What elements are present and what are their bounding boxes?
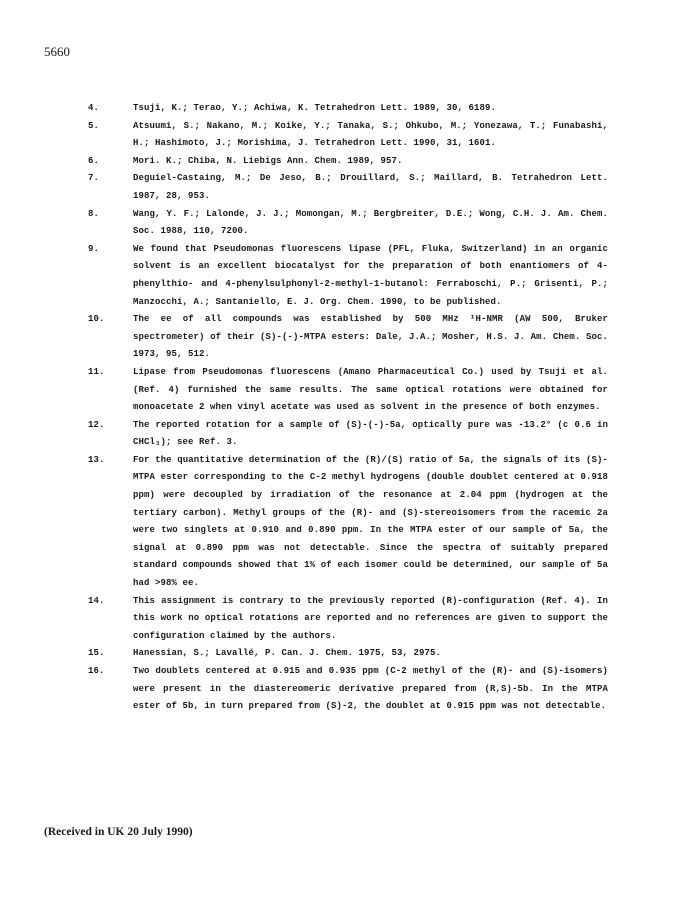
reference-number: 14. xyxy=(88,595,105,606)
reference-item xyxy=(88,170,608,205)
reference-item xyxy=(88,452,608,593)
reference-text: Wang, Y. F.; Lalonde, J. J.; Momongan, M.; Bergbreiter, D.E.; Wong, C.H. J. Am. Chem. Soc. 1988, 110, 7200. xyxy=(133,208,608,237)
reference-number: 16. xyxy=(88,666,105,676)
reference-item xyxy=(88,100,608,118)
reference-number: 8. xyxy=(88,208,100,219)
reference-number: 15. xyxy=(88,648,105,659)
reference-item xyxy=(88,663,608,716)
reference-number: 10. xyxy=(88,314,105,325)
reference-item xyxy=(88,417,608,452)
reference-number: 11. xyxy=(88,366,105,377)
reference-text: The reported rotation for a sample of (S)-(-)-5a, optically pure was -13.2° (c 0.6 in CHCl₃); see Ref. 3. xyxy=(133,419,608,448)
reference-text: Atsuumi, S.; Nakano, M.; Koike, Y.; Tanaka, S.; Ohkubo, M.; Yonezawa, T.; Funabashi, H.; Hashimoto, J.; Morishima, J. Tetrahedron Lett. 1990, 31, 1601. xyxy=(133,120,608,149)
reference-item xyxy=(88,364,608,417)
reference-text: Deguiel-Castaing, M.; De Jeso, B.; Drouillard, S.; Maillard, B. Tetrahedron Lett. 1987, 28, 953. xyxy=(133,173,608,201)
reference-number: 6. xyxy=(88,155,100,166)
reference-text: We found that Pseudomonas fluorescens lipase (PFL, Fluka, Switzerland) in an organic solvent is an excellent biocatalyst for the preparation of both enantiomers of 4-phenylthio- and 4-phenylsulphonyl-2-methyl-1-butanol: Ferraboschi, P.; Grisenti, P.; Manzocchi, A.; Santaniello, E. J. Org. Chem. 1990, to be published. xyxy=(133,243,608,307)
reference-text: Hanessian, S.; Lavallé, P. Can. J. Chem. 1975, 53, 2975. xyxy=(133,648,442,659)
reference-number: 13. xyxy=(88,454,105,465)
reference-text: Tsuji, K.; Terao, Y.; Achiwa, K. Tetrahedron Lett. 1989, 30, 6189. xyxy=(133,103,497,113)
reference-text: This assignment is contrary to the previously reported (R)-configuration (Ref. 4). In this work no optical rotations are reported and no references are given to support the configuration claimed by the authors. xyxy=(133,595,608,641)
reference-number: 7. xyxy=(88,173,100,184)
reference-item xyxy=(88,206,608,241)
reference-number: 12. xyxy=(88,419,105,430)
reference-text: Lipase from Pseudomonas fluorescens (Amano Pharmaceutical Co.) used by Tsuji et al. (Ref. 4) furnished the same results. The same optical rotations were obtained for monoacetate 2 when vinyl acetate was used as solvent in the presence of both enzymes. xyxy=(133,366,608,413)
reference-number: 5. xyxy=(88,120,100,131)
reference-text: The ee of all compounds was established by 500 MHz ¹H-NMR (AW 500, Bruker spectrometer) of their (S)-(-)-MTPA esters: Dale, J.A.; Mosher, H.S. J. Am. Chem. Soc. 1973, 95, 512. xyxy=(133,314,608,360)
reference-text: For the quantitative determination of the (R)/(S) ratio of 5a, the signals of its (S)-MTPA ester corresponding to the C-2 methyl hydrogens (double doublet centered at 0.918 ppm) were decoupled by irradiation of the resonance at 2.04 ppm (hydrogen at the tertiary carbon). Methyl groups of the (R)- and (S)-stereoisomers from the racemic 2a were two singlets at 0.910 and 0.890 ppm. In the MTPA ester of our sample of 5a, the signal at 0.890 ppm was not detectable. Since the spectra of suitably prepared standard compounds showed that 1% of each isomer could be determined, our sample of 5a had >98% ee. xyxy=(133,454,608,589)
reference-number: 4. xyxy=(88,103,100,113)
reference-list xyxy=(88,100,608,716)
reference-item xyxy=(88,645,608,663)
reference-item xyxy=(88,593,608,646)
reference-number: 9. xyxy=(88,243,100,254)
reference-item xyxy=(88,118,608,153)
received-date: (Received in UK 20 July 1990) xyxy=(44,826,193,838)
reference-text: Mori. K.; Chiba, N. Liebigs Ann. Chem. 1989, 957. xyxy=(133,155,403,166)
reference-item xyxy=(88,311,608,364)
reference-text: Two doublets centered at 0.915 and 0.935 ppm (C-2 methyl of the (R)- and (S)-isomers) were present in the diastereomeric derivative prepared from (R,S)-5b. In the MTPA ester of 5b, in turn prepared from (S)-2, the doublet at 0.915 ppm was not detectable. xyxy=(133,666,608,712)
reference-item xyxy=(88,241,608,311)
reference-item xyxy=(88,153,608,171)
page-number: 5660 xyxy=(44,44,70,59)
